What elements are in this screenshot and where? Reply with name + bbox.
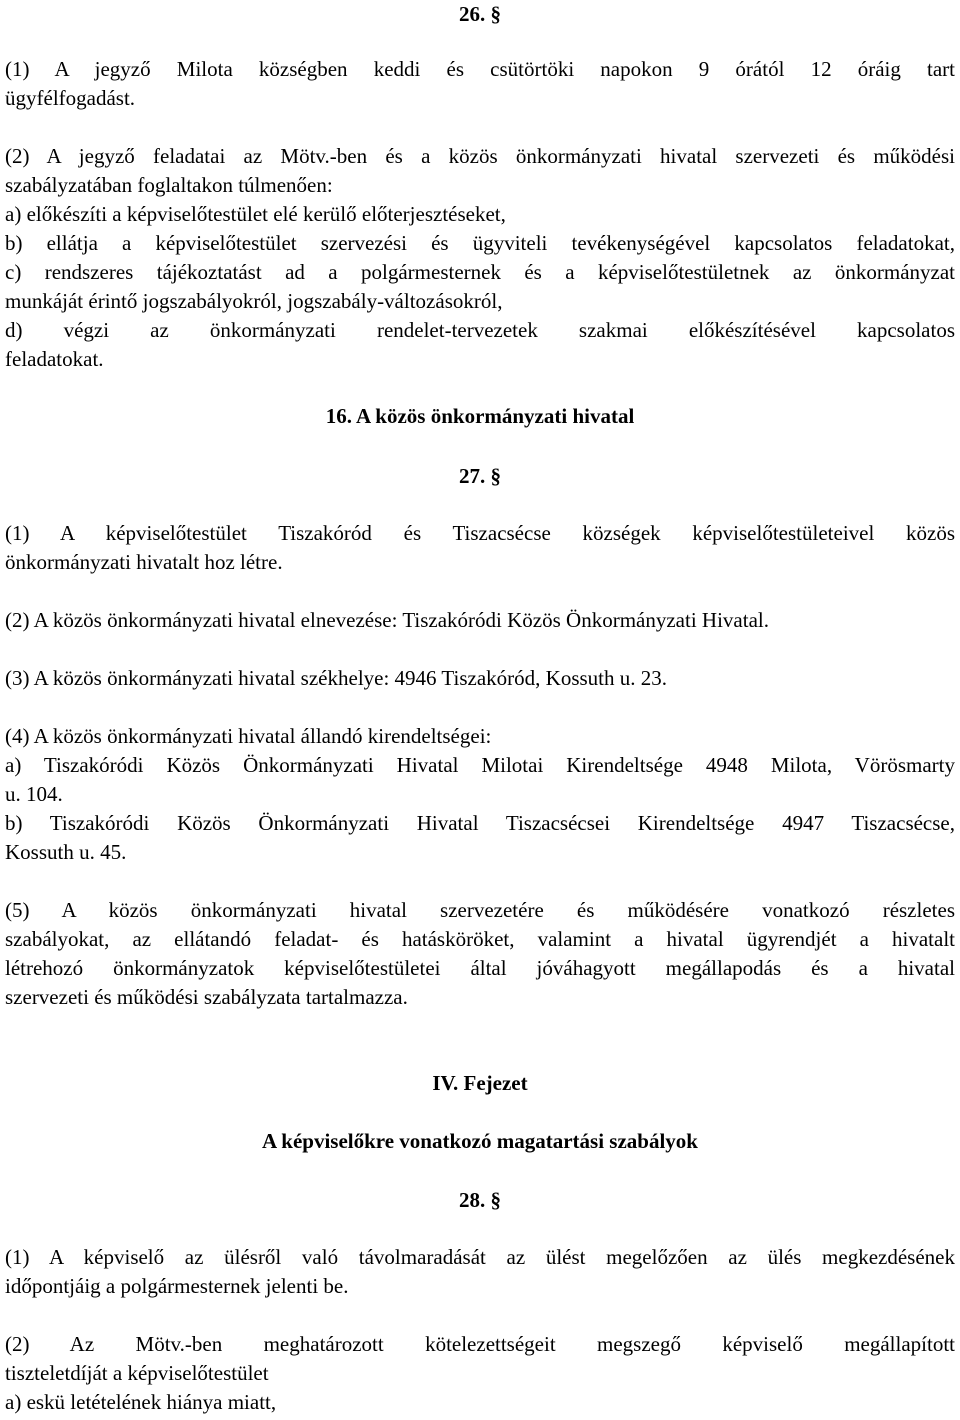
list-item-d-cont: feladatokat. bbox=[5, 347, 104, 371]
section-27-paragraph-4 bbox=[5, 722, 955, 867]
paragraph-line: tiszteletdíját a képviselőtestület bbox=[5, 1361, 269, 1385]
section-28-heading: 28. § bbox=[459, 1188, 501, 1212]
section-28-paragraph-2 bbox=[5, 1330, 955, 1417]
paragraph-line: létrehozó önkormányzatok képviselőtestületei által jóváhagyott megállapodás és a hivatal bbox=[5, 956, 955, 980]
paragraph-line: (2) Az Mötv.-ben meghatározott kötelezettségeit megszegő képviselő megállapított bbox=[5, 1332, 955, 1356]
list-item-a: a) előkészíti a képviselőtestület elé kerülő előterjesztéseket, bbox=[5, 202, 506, 226]
list-item-a: a) eskü letételének hiánya miatt, bbox=[5, 1390, 277, 1414]
paragraph-line: (5) A közös önkormányzati hivatal szervezetére és működésére vonatkozó részletes bbox=[5, 898, 955, 922]
list-item-c: c) rendszeres tájékoztatást ad a polgármesternek és a képviselőtestületnek az önkormányzat bbox=[5, 260, 955, 284]
paragraph-line: (1) A jegyző Milota községben keddi és csütörtöki napokon 9 órától 12 óráig tart bbox=[5, 57, 955, 81]
list-item-d: d) végzi az önkormányzati rendelet-tervezetek szakmai előkészítésével kapcsolatos bbox=[5, 318, 955, 342]
paragraph-line: ügyfélfogadást. bbox=[5, 86, 136, 110]
section-28-paragraph-1 bbox=[5, 1243, 955, 1301]
paragraph-line: (1) A képviselőtestület Tiszakóród és Tiszacsécse községek képviselőtestületeivel közös bbox=[5, 521, 955, 545]
chapter-16-title: 16. A közös önkormányzati hivatal bbox=[325, 404, 635, 428]
paragraph-line: (3) A közös önkormányzati hivatal székhelye: 4946 Tiszakóród, Kossuth u. 23. bbox=[5, 666, 668, 690]
paragraph-line: szervezeti és működési szabályzata tartalmazza. bbox=[5, 985, 408, 1009]
section-27-paragraph-1 bbox=[5, 519, 955, 577]
section-26-paragraph-1 bbox=[5, 55, 955, 113]
paragraph-line: szabályzatában foglaltakon túlmenően: bbox=[5, 173, 333, 197]
chapter-iv-title: IV. Fejezet bbox=[432, 1071, 528, 1095]
paragraph-line: (1) A képviselő az ülésről való távolmaradását az ülést megelőzően az ülés megkezdésének bbox=[5, 1245, 955, 1269]
list-item-a: a) Tiszakóródi Közös Önkormányzati Hivatal Milotai Kirendeltsége 4948 Milota, Vörösmarty bbox=[5, 753, 955, 777]
list-item-b: b) ellátja a képviselőtestület szervezési és ügyviteli tevékenységével kapcsolatos feladatokat, bbox=[5, 231, 955, 255]
section-27-heading: 27. § bbox=[459, 464, 501, 488]
section-27-paragraph-3 bbox=[5, 664, 955, 693]
section-27-paragraph-2 bbox=[5, 606, 955, 635]
section-26-heading: 26. § bbox=[459, 2, 501, 26]
list-item-b-cont: Kossuth u. 45. bbox=[5, 840, 127, 864]
paragraph-line: szabályokat, az ellátandó feladat- és hatásköröket, valamint a hivatal ügyrendjét a hivatalt bbox=[5, 927, 955, 951]
list-item-a-cont: u. 104. bbox=[5, 782, 63, 806]
list-item-c-cont: munkáját érintő jogszabályokról, jogszabály-változásokról, bbox=[5, 289, 503, 313]
paragraph-line: időpontjáig a polgármesternek jelenti be. bbox=[5, 1274, 349, 1298]
paragraph-line: (2) A közös önkormányzati hivatal elnevezése: Tiszakóródi Közös Önkormányzati Hivatal. bbox=[5, 608, 769, 632]
section-27-paragraph-5 bbox=[5, 896, 955, 1012]
chapter-iv-subtitle: A képviselőkre vonatkozó magatartási szabályok bbox=[262, 1129, 698, 1153]
paragraph-line: (4) A közös önkormányzati hivatal állandó kirendeltségei: bbox=[5, 724, 492, 748]
list-item-b: b) Tiszakóródi Közös Önkormányzati Hivatal Tiszacsécsei Kirendeltsége 4947 Tiszacsécse, bbox=[5, 811, 955, 835]
section-26-paragraph-2 bbox=[5, 142, 955, 374]
paragraph-line: (2) A jegyző feladatai az Mötv.-ben és a közös önkormányzati hivatal szervezeti és működési bbox=[5, 144, 955, 168]
paragraph-line: önkormányzati hivatalt hoz létre. bbox=[5, 550, 283, 574]
